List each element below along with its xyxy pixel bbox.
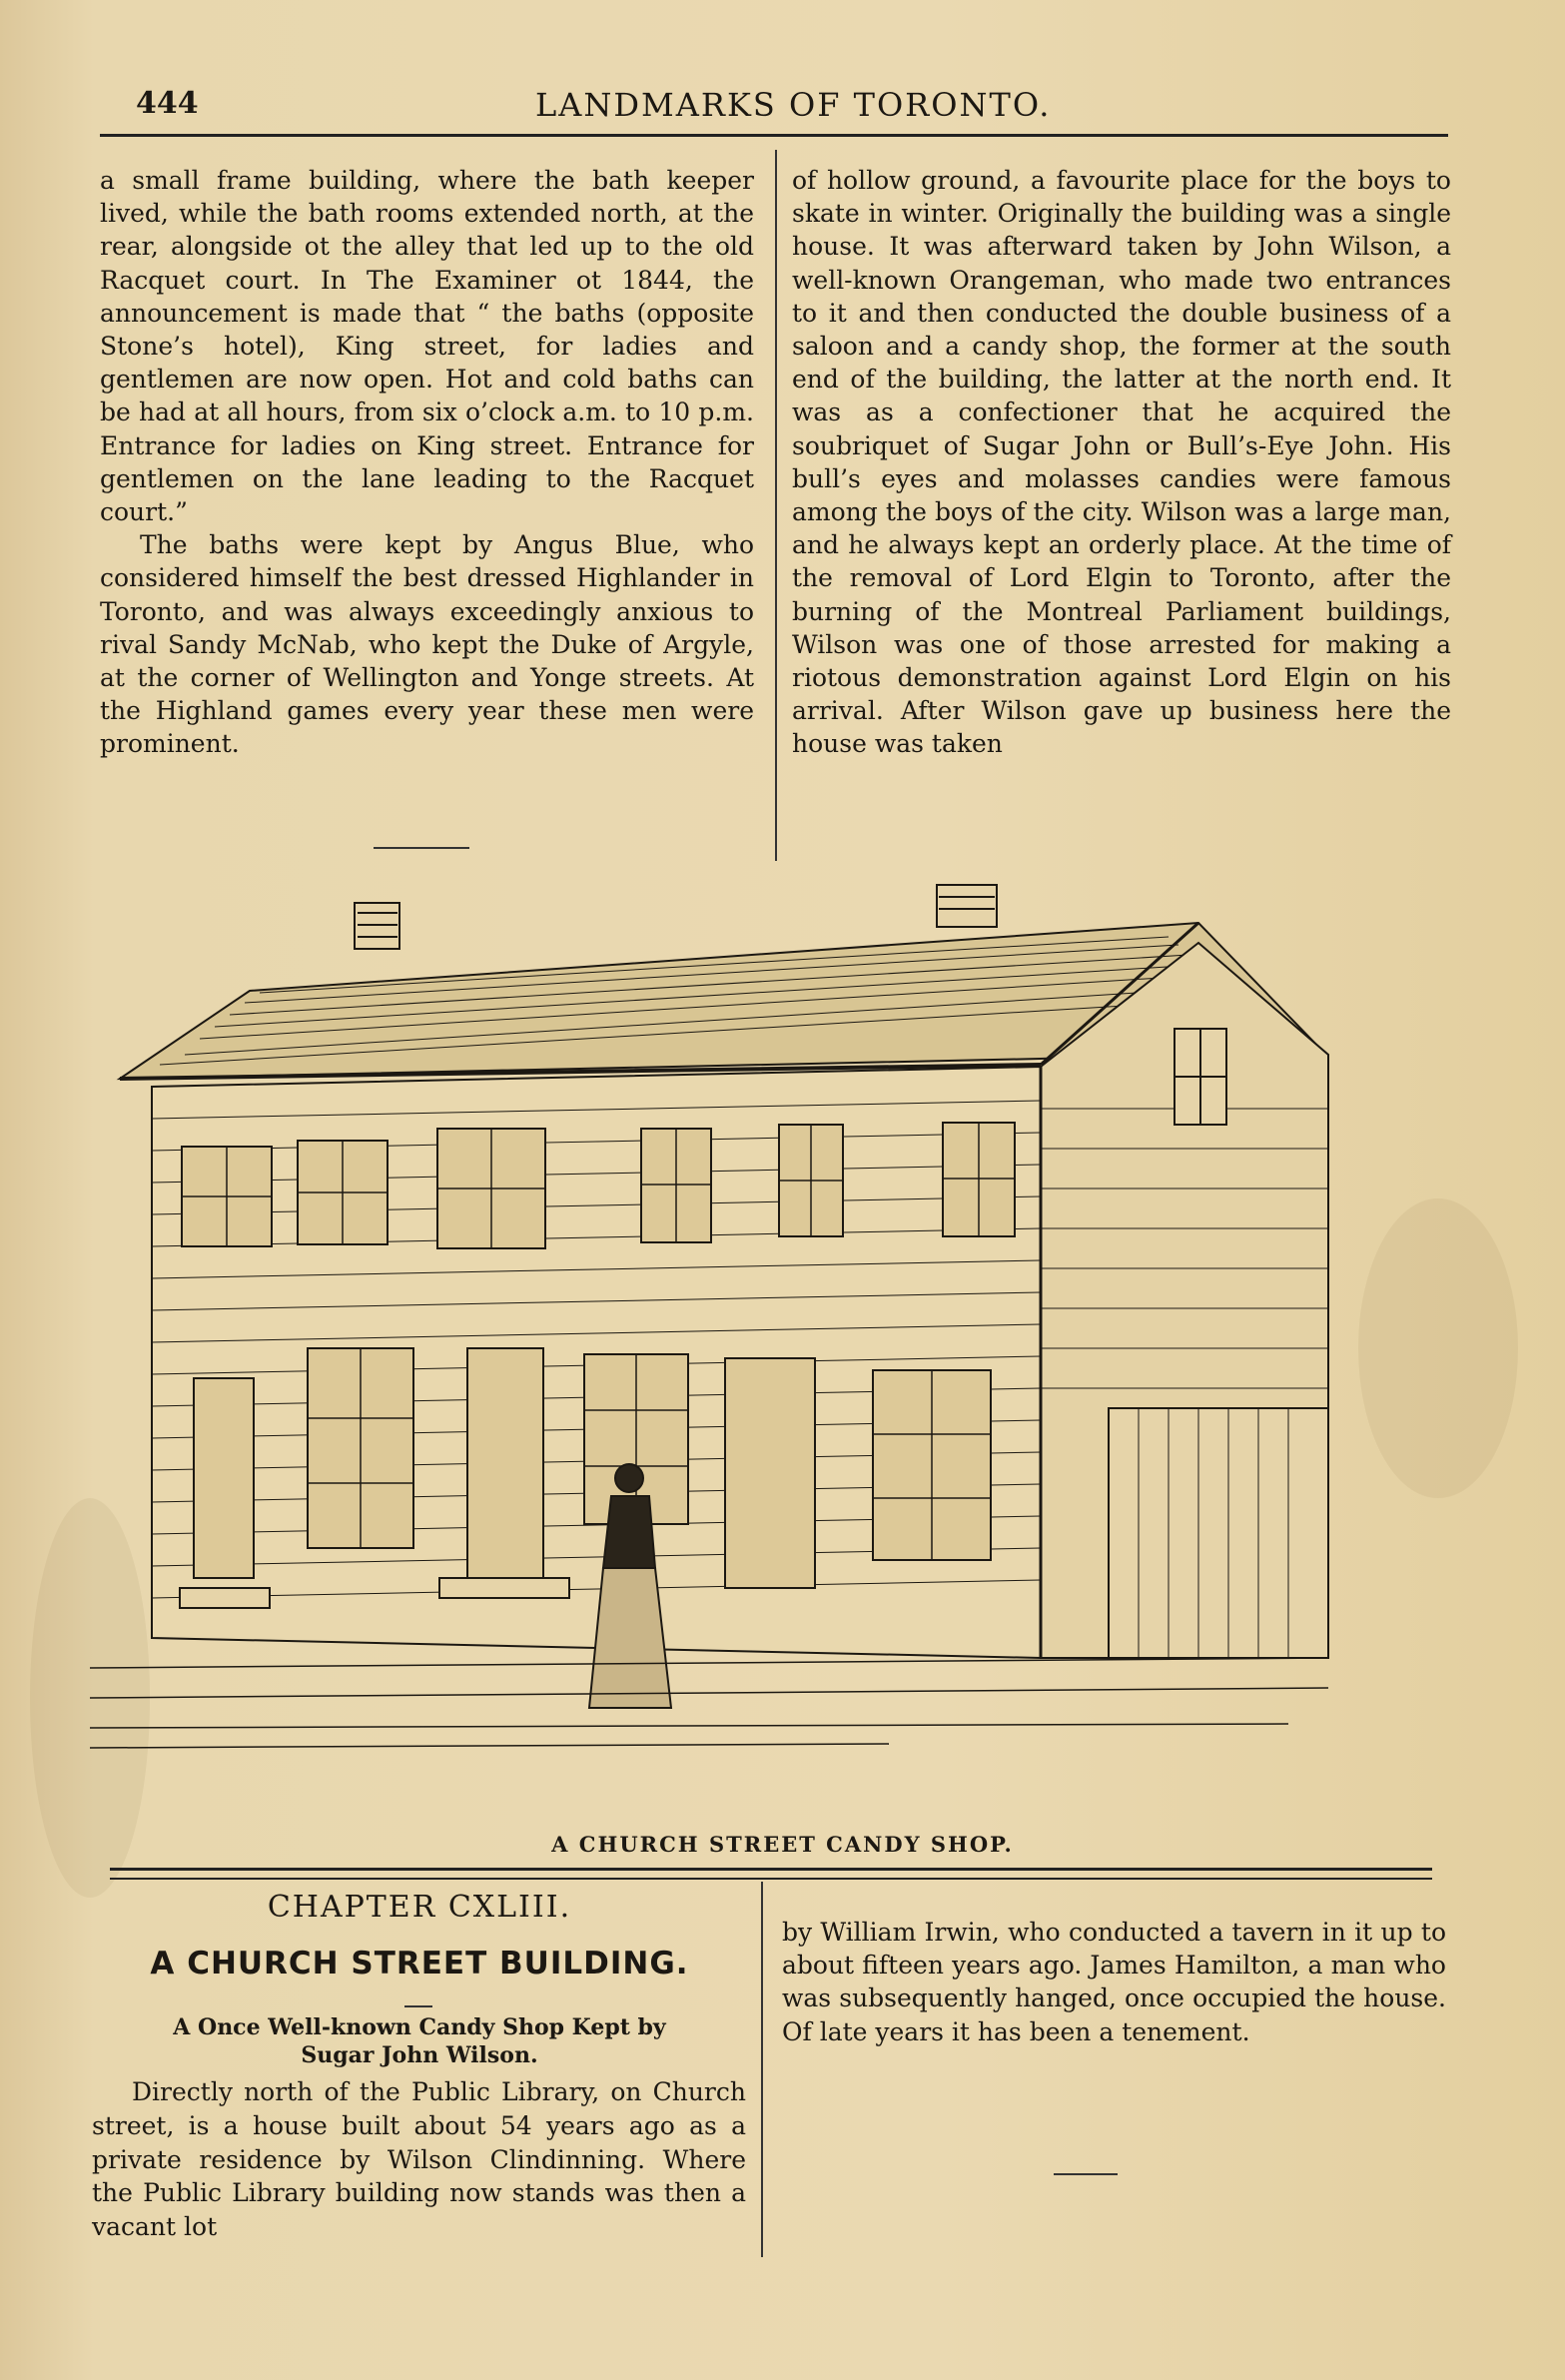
door-shop [725, 1358, 815, 1588]
chapter-title: A CHURCH STREET BUILDING. [150, 1946, 689, 1982]
left-column-top [100, 164, 754, 761]
subtitle-dash [404, 2005, 432, 2007]
door-left [194, 1378, 254, 1578]
paragraph: The baths were kept by Angus Blue, who considered himself the best dressed Highlander in Toronto, and was always exceedingly anxious to rival Sandy McNab, who kept the Duke of Argyle, at the corner of Wellington and Yonge streets. At the Highland games every year these men were prominent. [100, 530, 754, 759]
illustration-caption: A CHURCH STREET CANDY SHOP. [551, 1832, 1014, 1857]
section-rule [110, 1868, 1432, 1871]
section-dash [374, 847, 469, 849]
subtitle-line: Sugar John Wilson. [301, 2042, 538, 2068]
running-head: LANDMARKS OF TORONTO. [535, 86, 1052, 124]
column-rule [761, 1882, 763, 2257]
candy-shop-illustration [90, 879, 1368, 1798]
door-center [467, 1348, 543, 1578]
page-number: 444 [136, 86, 199, 121]
section-rule [110, 1878, 1432, 1880]
paragraph: by William Irwin, who conducted a tavern in it up to about fifteen years ago. James Hamilton, a man who was subsequently hanged, once occupied the house. Of late years it has been a tenement. [782, 1918, 1446, 2046]
step [180, 1588, 270, 1608]
header-rule [100, 134, 1448, 137]
paper-stain [1358, 1198, 1518, 1498]
paragraph: Directly north of the Public Library, on Church street, is a house built about 54 years ago as a private residence by Wilson Clindinning. Where the Public Library building now stands was then a vacant lot [92, 2077, 746, 2242]
paragraph: of hollow ground, a favourite place for the boys to skate in winter. Originally the building was a single house. It was afterward taken by John Wilson, a well-known Orangeman, who made two entrances to it and then conducted the double business of a saloon and a candy shop, the former at the south end of the building, the latter at the north end. It was as a confectioner that he acquired the soubriquet of Sugar John or Bull’s-Eye John. His bull’s eyes and molasses candies were famous among the boys of the city. Wilson was a large man, and he always kept an orderly place. At the time of the removal of Lord Elgin to Toronto, after the burning of the Montreal Parliament buildings, Wilson was one of those arrested for making a riotous demonstration against Lord Elgin on his arrival. After Wilson gave up business here the house was taken [792, 166, 1451, 759]
chimney-right [937, 885, 997, 927]
end-dash [1054, 2173, 1118, 2175]
chapter-subtitle [100, 2013, 739, 2069]
right-column-top [792, 164, 1451, 761]
side-fence [1109, 1408, 1328, 1658]
column-rule [775, 150, 777, 861]
right-column-bottom [782, 1916, 1446, 2048]
subtitle-line: A Once Well-known Candy Shop Kept by [173, 2014, 666, 2040]
chapter-number: CHAPTER CXLIII. [267, 1890, 572, 1925]
left-column-bottom [92, 2075, 746, 2244]
paragraph: a small frame building, where the bath keeper lived, while the bath rooms extended north, at the rear, alongside ot the alley that led up to the old Racquet court. In The Examiner ot 1844, the announcement is made that “ the baths (opposite Stone’s hotel), King street, for ladies and gentlemen are now open. Hot and cold baths can be had at all hours, from six o’clock a.m. to 10 p.m. Entrance for ladies on King street. Entrance for gentlemen on the lane leading to the Racquet court.” [100, 166, 754, 527]
step [439, 1578, 569, 1598]
